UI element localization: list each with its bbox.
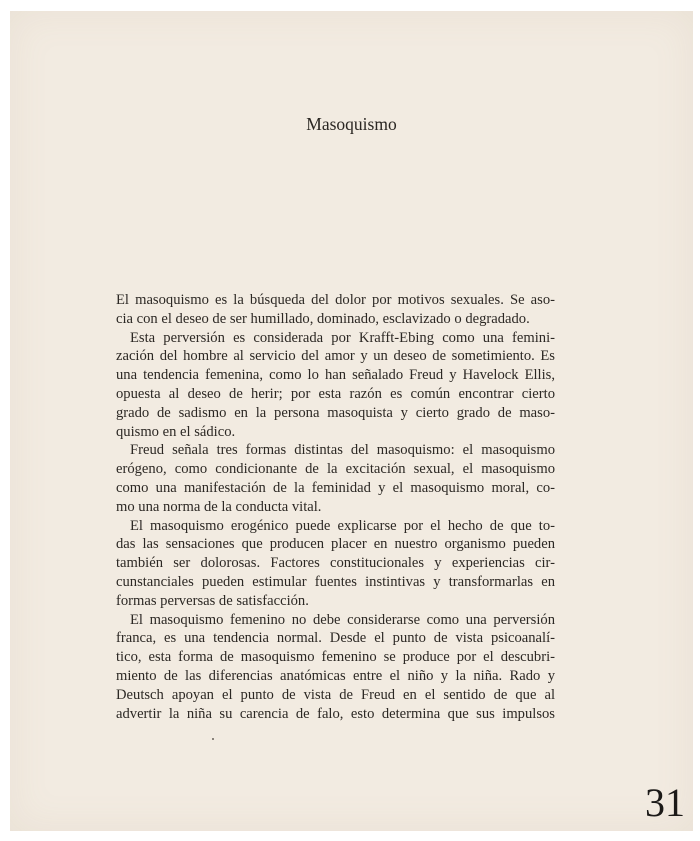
text-line: como una manifestación de la feminidad y el masoquismo moral, co- xyxy=(116,479,555,496)
text-line: quismo en el sádico. xyxy=(116,423,236,440)
text-line: Freud señala tres formas distintas del masoquismo: el masoquismo xyxy=(130,442,555,459)
text-line: Esta perversión es considerada por Krafft-Ebing como una femini- xyxy=(130,329,555,346)
text-line: cia con el deseo de ser humillado, dominado, esclavizado o degradado. xyxy=(116,310,530,327)
text-line: opuesta al deseo de herir; por esta razón es común encontrar cierto xyxy=(116,385,555,402)
page-number: 31 xyxy=(645,780,685,825)
text-line: das las sensaciones que producen placer en nuestro organismo pueden xyxy=(116,536,555,553)
text-line: El masoquismo es la búsqueda del dolor por motivos sexuales. Se aso- xyxy=(116,292,555,308)
text-line: una tendencia femenina, como lo han señalado Freud y Havelock Ellis, xyxy=(116,367,555,384)
body-text xyxy=(116,291,555,723)
paragraph xyxy=(116,441,555,516)
text-line: también ser dolorosas. Factores constitucionales y experiencias cir- xyxy=(116,555,555,572)
paper-speck xyxy=(212,738,214,740)
text-line: franca, es una tendencia normal. Desde el punto de vista psicoanalí- xyxy=(116,630,555,647)
text-line: El masoquismo erogénico puede explicarse por el hecho de que to- xyxy=(130,517,555,534)
book-page xyxy=(10,11,693,831)
chapter-title: Masoquismo xyxy=(306,114,397,134)
text-line: cunstanciales pueden estimular fuentes instintivas y transformarlas en xyxy=(116,573,555,590)
text-line: mo una norma de la conducta vital. xyxy=(116,498,322,515)
paragraph xyxy=(116,517,555,611)
text-line: tico, esta forma de masoquismo femenino se produce por el descubri- xyxy=(116,649,555,666)
paragraph xyxy=(116,329,555,442)
text-line: El masoquismo femenino no debe considerarse como una perversión xyxy=(130,611,555,628)
text-line: advertir la niña su carencia de falo, esto determina que sus impulsos xyxy=(116,705,555,722)
paragraph xyxy=(116,611,555,724)
text-line: formas perversas de satisfacción. xyxy=(116,592,309,609)
text-line: zación del hombre al servicio del amor y un deseo de sometimiento. Es xyxy=(116,348,555,365)
text-line: erógeno, como condicionante de la excitación sexual, el masoquismo xyxy=(116,461,555,478)
text-line: grado de sadismo en la persona masoquista y cierto grado de maso- xyxy=(116,404,555,421)
text-line: Deutsch apoyan el punto de vista de Freud en el sentido de que al xyxy=(116,686,555,703)
text-line: miento de las diferencias anatómicas entre el niño y la niña. Rado y xyxy=(116,667,555,684)
paragraph xyxy=(116,291,555,329)
